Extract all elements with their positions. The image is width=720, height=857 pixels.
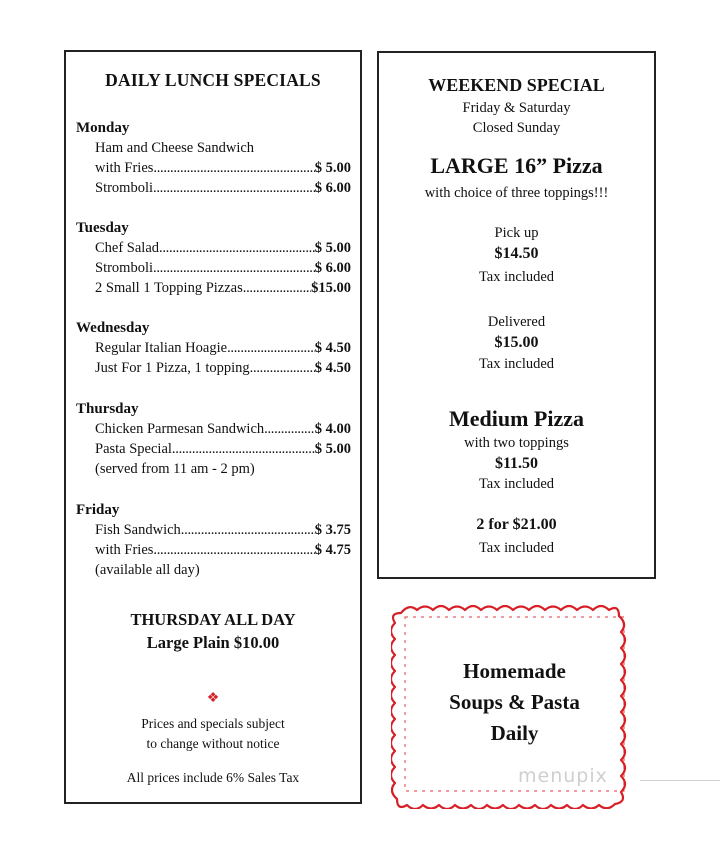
lunch-specials-panel (64, 50, 362, 804)
menupix-watermark: menupix (518, 765, 608, 787)
dot-leader (181, 520, 315, 540)
item-name: Stromboli (95, 180, 154, 196)
day-wednesday (76, 318, 351, 378)
note-line-1: Prices and specials subject (141, 716, 285, 731)
item-name: Fish Sandwich (95, 522, 181, 538)
thursday-all-day-heading: THURSDAY ALL DAY (130, 610, 296, 629)
dot-leader (153, 540, 314, 560)
item-name: Ham and Cheese Sandwich (95, 140, 255, 156)
item-name: Chicken Parmesan Sandwich (95, 421, 265, 437)
two-for-deal: 2 for $21.00 (476, 516, 557, 533)
menu-item-row (76, 540, 351, 560)
item-price: $ 5.00 (314, 441, 351, 457)
menu-item-row (76, 358, 351, 378)
large-pizza-desc: with choice of three toppings!!! (424, 185, 609, 201)
item-note: (served from 11 am - 2 pm) (95, 461, 255, 477)
delivered-label: Delivered (487, 314, 546, 330)
day-name: Monday (76, 120, 130, 136)
item-price: $ 4.50 (314, 340, 351, 356)
item-name: Pasta Special (95, 441, 172, 457)
two-for-deal-tax: Tax included (478, 540, 555, 556)
item-name: Regular Italian Hoagie (95, 340, 228, 356)
soups-line-1: Homemade (463, 659, 566, 683)
item-name: with Fries (95, 160, 154, 176)
menu-item-row (76, 238, 351, 258)
watermark-underline (640, 780, 720, 781)
lunch-specials-title: DAILY LUNCH SPECIALS (105, 70, 321, 90)
item-price: $ 5.00 (314, 160, 351, 176)
dot-leader (172, 439, 315, 459)
menu-item-row (76, 278, 351, 298)
dot-leader (243, 278, 311, 298)
item-price: $ 5.00 (314, 240, 351, 256)
day-monday (76, 118, 351, 198)
menu-item-row (76, 138, 351, 158)
menu-item-row (76, 158, 351, 178)
medium-pizza-desc: with two toppings (464, 435, 569, 451)
soups-line-3: Daily (490, 721, 539, 745)
large-pizza-heading: LARGE 16” Pizza (430, 153, 603, 178)
soups-line-2: Soups & Pasta (449, 690, 580, 714)
item-price: $ 3.75 (314, 522, 351, 538)
item-note: (available all day) (95, 562, 200, 578)
day-tuesday (76, 218, 351, 298)
medium-pizza-price: $11.50 (494, 455, 539, 472)
delivered-tax: Tax included (478, 356, 555, 372)
item-name: with Fries (95, 542, 154, 558)
item-price: $ 4.75 (314, 542, 351, 558)
thursday-all-day-item: Large Plain $10.00 (146, 633, 280, 652)
weekend-special-panel (377, 51, 656, 579)
dot-leader (153, 258, 315, 278)
homemade-soups-text (391, 656, 638, 749)
item-price: $15.00 (311, 280, 351, 296)
item-price: $ 4.00 (314, 421, 351, 437)
day-name: Wednesday (76, 320, 150, 336)
item-price: $ 6.00 (314, 180, 351, 196)
pickup-tax: Tax included (478, 269, 555, 285)
weekend-days: Friday & Saturday (462, 100, 571, 116)
item-price: $ 6.00 (314, 260, 351, 276)
pickup-price: $14.50 (494, 245, 539, 262)
menu-item-row (76, 560, 351, 580)
dot-leader (264, 419, 315, 439)
dot-leader (153, 178, 315, 198)
dot-leader (227, 338, 315, 358)
note-line-2: to change without notice (146, 736, 280, 751)
day-name: Tuesday (76, 220, 129, 236)
delivered-price: $15.00 (494, 334, 539, 351)
day-friday (76, 500, 351, 580)
pickup-label: Pick up (494, 225, 539, 241)
item-name: 2 Small 1 Topping Pizzas (95, 280, 243, 296)
day-thursday (76, 399, 351, 479)
medium-pizza-heading: Medium Pizza (448, 406, 585, 431)
sales-tax-note: All prices include 6% Sales Tax (126, 770, 300, 785)
item-name: Chef Salad (95, 240, 160, 256)
closed-sunday: Closed Sunday (472, 120, 561, 136)
menu-item-row (76, 258, 351, 278)
day-name: Thursday (76, 401, 139, 417)
thursday-all-day-special (66, 608, 360, 654)
menu-item-row (76, 338, 351, 358)
menu-item-row (76, 459, 351, 479)
item-name: Just For 1 Pizza, 1 topping (95, 360, 250, 376)
weekend-special-title: WEEKEND SPECIAL (428, 75, 605, 95)
menu-item-row (76, 520, 351, 540)
price-change-note (66, 714, 360, 754)
item-name: Stromboli (95, 260, 154, 276)
dot-leader (250, 358, 315, 378)
dot-leader (159, 238, 315, 258)
medium-pizza-tax: Tax included (478, 476, 555, 492)
diamond-ornament-icon: ❖ (206, 691, 220, 706)
menu-item-row (76, 419, 351, 439)
item-price: $ 4.50 (314, 360, 351, 376)
dot-leader (153, 158, 314, 178)
menu-item-row (76, 439, 351, 459)
day-name: Friday (76, 502, 120, 518)
menu-item-row (76, 178, 351, 198)
